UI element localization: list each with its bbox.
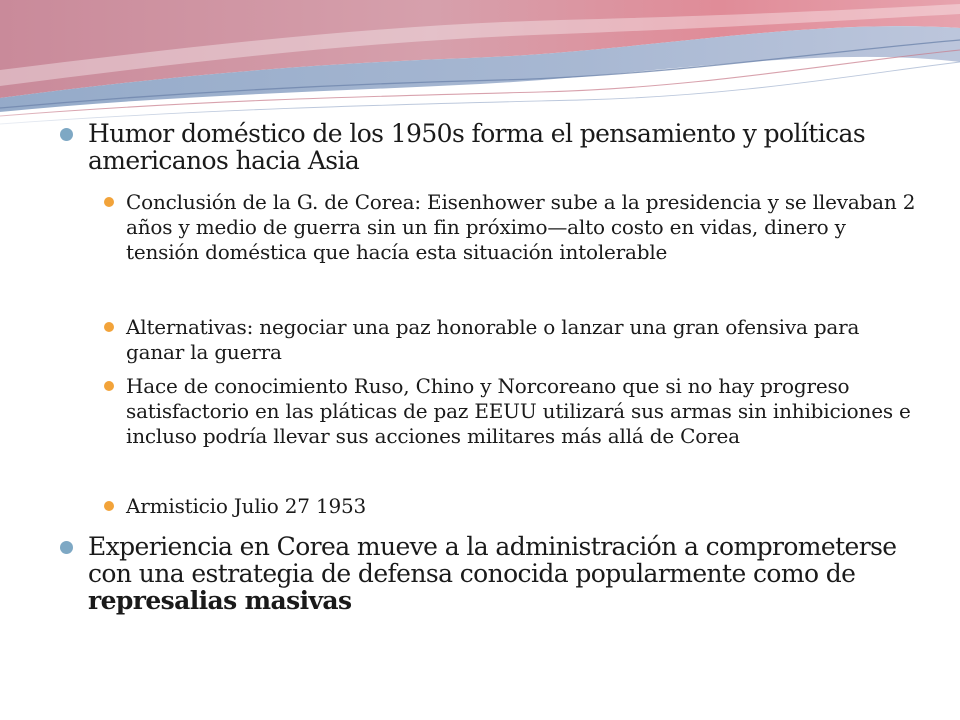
sub-bullet-1-text: Conclusión de la G. de Corea: Eisenhower sube a la presidencia y se llevaban 2 años y medio de guerra sin un fin próximo—alto costo en vidas, dinero y tensión doméstica que hacía esta situación intolerable xyxy=(126,190,916,264)
bullet-dot-level2 xyxy=(104,381,114,391)
bullet-2-emphasis: represalias masivas xyxy=(88,586,352,615)
sub-bullet-3-text: Hace de conocimiento Ruso, Chino y Norcoreano que si no hay progreso satisfactorio en las pláticas de paz EEUU utilizará sus armas sin inhibiciones e incluso podría llevar sus acciones militares más allá de Corea xyxy=(126,374,911,448)
bullet-dot-level1 xyxy=(60,541,73,554)
sub-bullet-2-text: Alternativas: negociar una paz honorable o lanzar una gran ofensiva para ganar la guerra xyxy=(126,315,860,364)
sub-bullet-4-text: Armisticio Julio 27 1953 xyxy=(126,494,367,518)
bullet-1-text: Humor doméstico de los 1950s forma el pensamiento y políticas americanos hacia Asia xyxy=(88,119,866,175)
bullet-dot-level2 xyxy=(104,197,114,207)
bullet-dot-level2 xyxy=(104,501,114,511)
bullet-2-text-main: Experiencia en Corea mueve a la administración a comprometerse con una estrategia de defensa conocida popularmente como de xyxy=(88,532,897,588)
bullet-dot-level1 xyxy=(60,128,73,141)
bullet-2-text xyxy=(88,533,908,614)
bullet-dot-level2 xyxy=(104,322,114,332)
